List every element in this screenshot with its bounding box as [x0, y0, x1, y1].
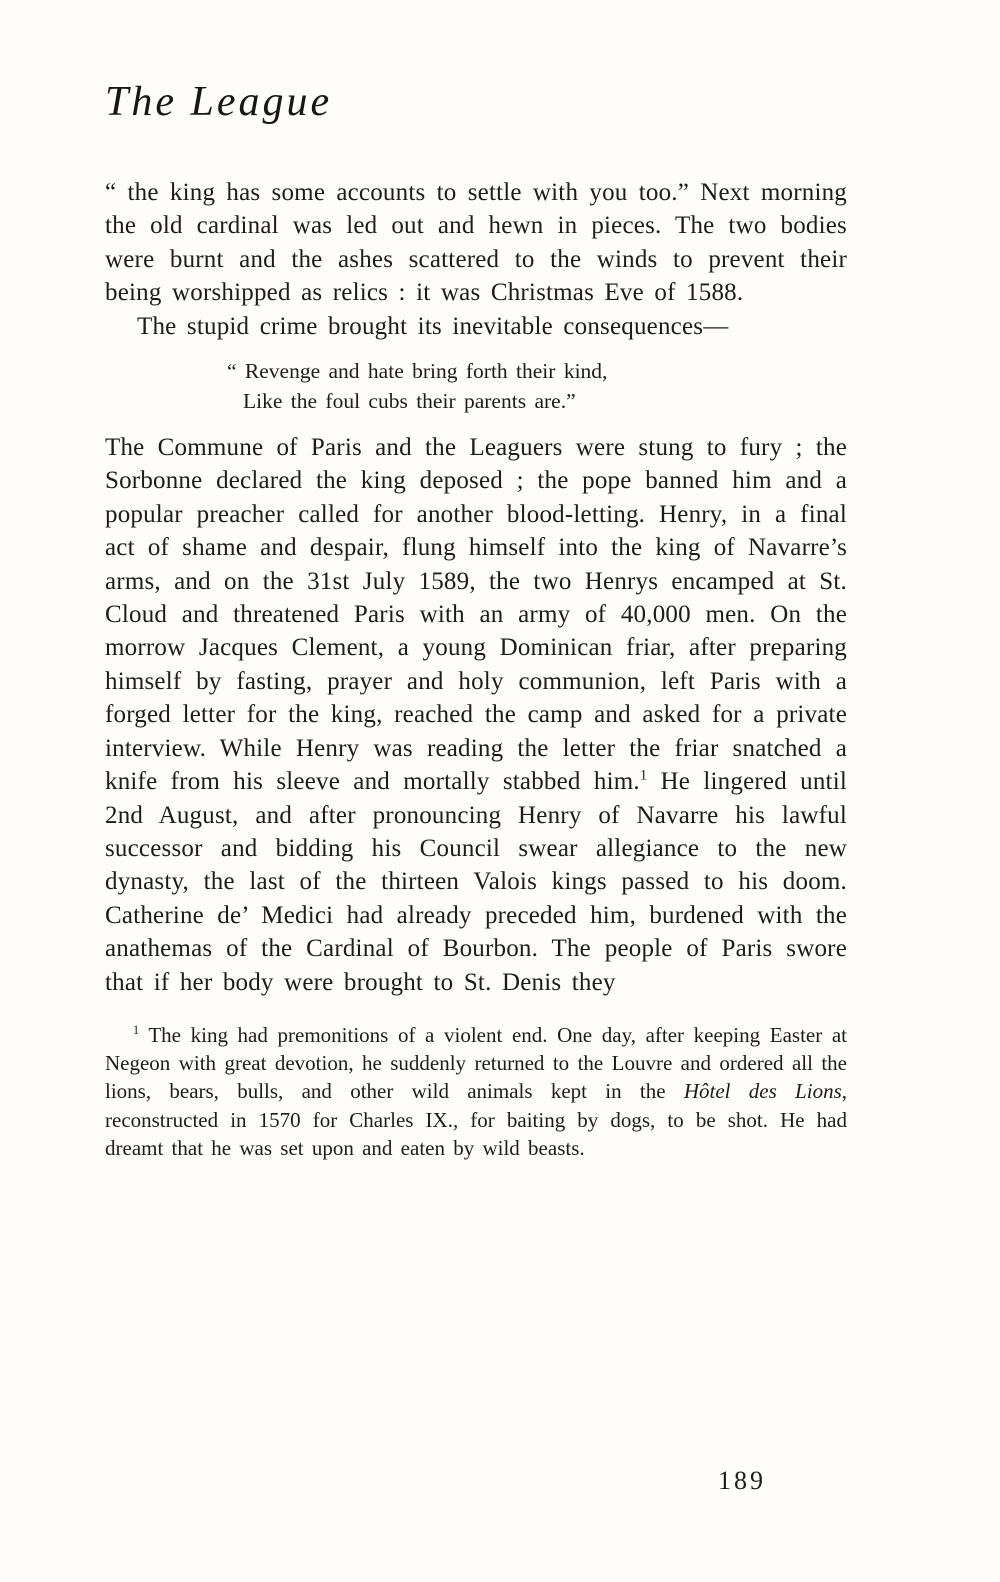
- footnote-text: The king had premonitions of a violent end. One day, after keeping Easter at Negeon with great devotion, he suddenly returned to the Louvre and ordered all the lions, bears, bulls, and other wild animals kept in the: [105, 1022, 847, 1104]
- footnote-italic-title: Hôtel des Lions: [683, 1079, 842, 1104]
- footnote-text: , reconstructed in 1570 for Charles IX., for baiting by dogs, to be shot. He had dreamt that he was set upon and eaten by wild beasts.: [105, 1079, 847, 1160]
- verse-line: “ Revenge and hate bring forth their kind,: [227, 359, 608, 384]
- footnote-reference: 1: [639, 767, 648, 784]
- verse-line: Like the foul cubs their parents are.”: [243, 389, 576, 414]
- text-block: [105, 78, 847, 1162]
- footnote-marker: 1: [133, 1022, 140, 1037]
- paragraph-3: [105, 431, 847, 999]
- paragraph-text: The Commune of Paris and the Leaguers were stung to fury ; the Sorbonne declared the king deposed ; the pope banned him and a popular preacher called for another blood-letting. Henry, in a final act of shame and despair, flung himself into the king of Navarre’s arms, and on the 31st July 1589, the two Henrys encamped at St. Cloud and threatened Paris with an army of 40,000 men. On the morrow Jacques Clement, a young Dominican friar, after preparing himself by fasting, prayer and holy communion, left Paris with a forged letter for the king, reached the camp and asked for a private interview. While Henry was reading the letter the friar snatched a knife from his sleeve and mortally stabbed him.: [105, 434, 847, 796]
- verse-quote: [227, 356, 847, 416]
- footnote: [105, 1021, 847, 1162]
- paragraph-1: “ the king has some accounts to settle with you too.” Next morning the old cardinal was led out and hewn in pieces. The two bodies were burnt and the ashes scattered to the winds to prevent their being worshipped as relics : it was Christmas Eve of 1588.: [105, 179, 847, 307]
- paragraph-text: He lingered until 2nd August, and after pronouncing Henry of Navarre his lawful successor and bidding his Council swear allegiance to the new dynasty, the last of the thirteen Valois kings passed to his doom. Catherine de’ Medici had already preceded him, burdened with the anathemas of the Cardinal of Bourbon. The people of Paris swore that if her body were brought to St. Denis they: [105, 768, 847, 996]
- page-number: 189: [718, 1466, 766, 1495]
- paragraph-2: The stupid crime brought its inevitable consequences—: [137, 312, 729, 340]
- running-header: The League: [105, 79, 333, 125]
